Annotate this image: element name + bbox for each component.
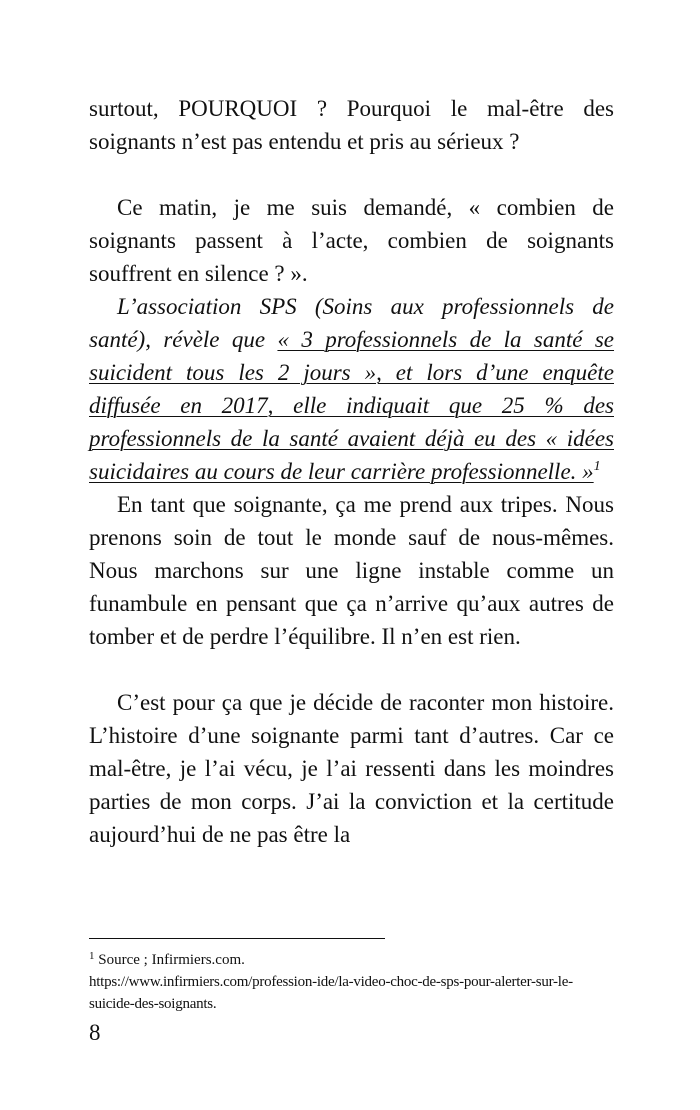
footnote (89, 949, 614, 1015)
footnote-url[interactable]: https://www.infirmiers.com/profession-ide/la-video-choc-de-sps-pour-alerter-sur-le-suicide-des-soignants. (89, 974, 573, 1012)
paragraph-gap (89, 158, 614, 191)
paragraph-continuation: surtout, POURQUOI ? Pourquoi le mal-être des soignants n’est pas entendu et pris au sérieux ? (89, 96, 614, 154)
page-body (89, 92, 614, 851)
footnote-source-text: Source ; Infirmiers.com. (94, 952, 245, 968)
citation-quote: « 3 professionnels de la santé se suicident tous les 2 jours », et lors d’une enquête diffusée en 2017, elle indiquait que 25 % des professionnels de la santé avaient déjà eu des « idées suicidaires au cours de leur carrière professionnelle. » (89, 327, 615, 484)
paragraph-gap (89, 653, 614, 686)
footnote-reference[interactable]: 1 (593, 459, 601, 474)
page-number: 8 (89, 1020, 101, 1045)
paragraph-story: C’est pour ça que je décide de raconter mon histoire. L’histoire d’une soignante parmi tant d’autres. Car ce mal-être, je l’ai vécu, je l’ai ressenti dans les moindres parties de mon corps. J’ai la conviction et la certitude aujourd’hui de ne pas être la (89, 690, 614, 847)
footnote-source (89, 949, 614, 971)
footnote-divider (89, 938, 385, 939)
paragraph-feeling: En tant que soignante, ça me prend aux tripes. Nous prenons soin de tout le monde sauf de nous-mêmes. Nous marchons sur une ligne instable comme un funambule en pensant que ça n’arrive qu’aux autres de tomber et de perdre l’équilibre. Il n’en est rien. (89, 492, 614, 649)
paragraph-citation (89, 290, 614, 488)
paragraph-question: Ce matin, je me suis demandé, « combien de soignants passent à l’acte, combien de soignants souffrent en silence ? ». (89, 195, 614, 286)
citation-intro: L’association SPS (Soins aux professionnels de santé), révèle que (89, 294, 614, 352)
footnote-number: 1 (89, 950, 95, 962)
